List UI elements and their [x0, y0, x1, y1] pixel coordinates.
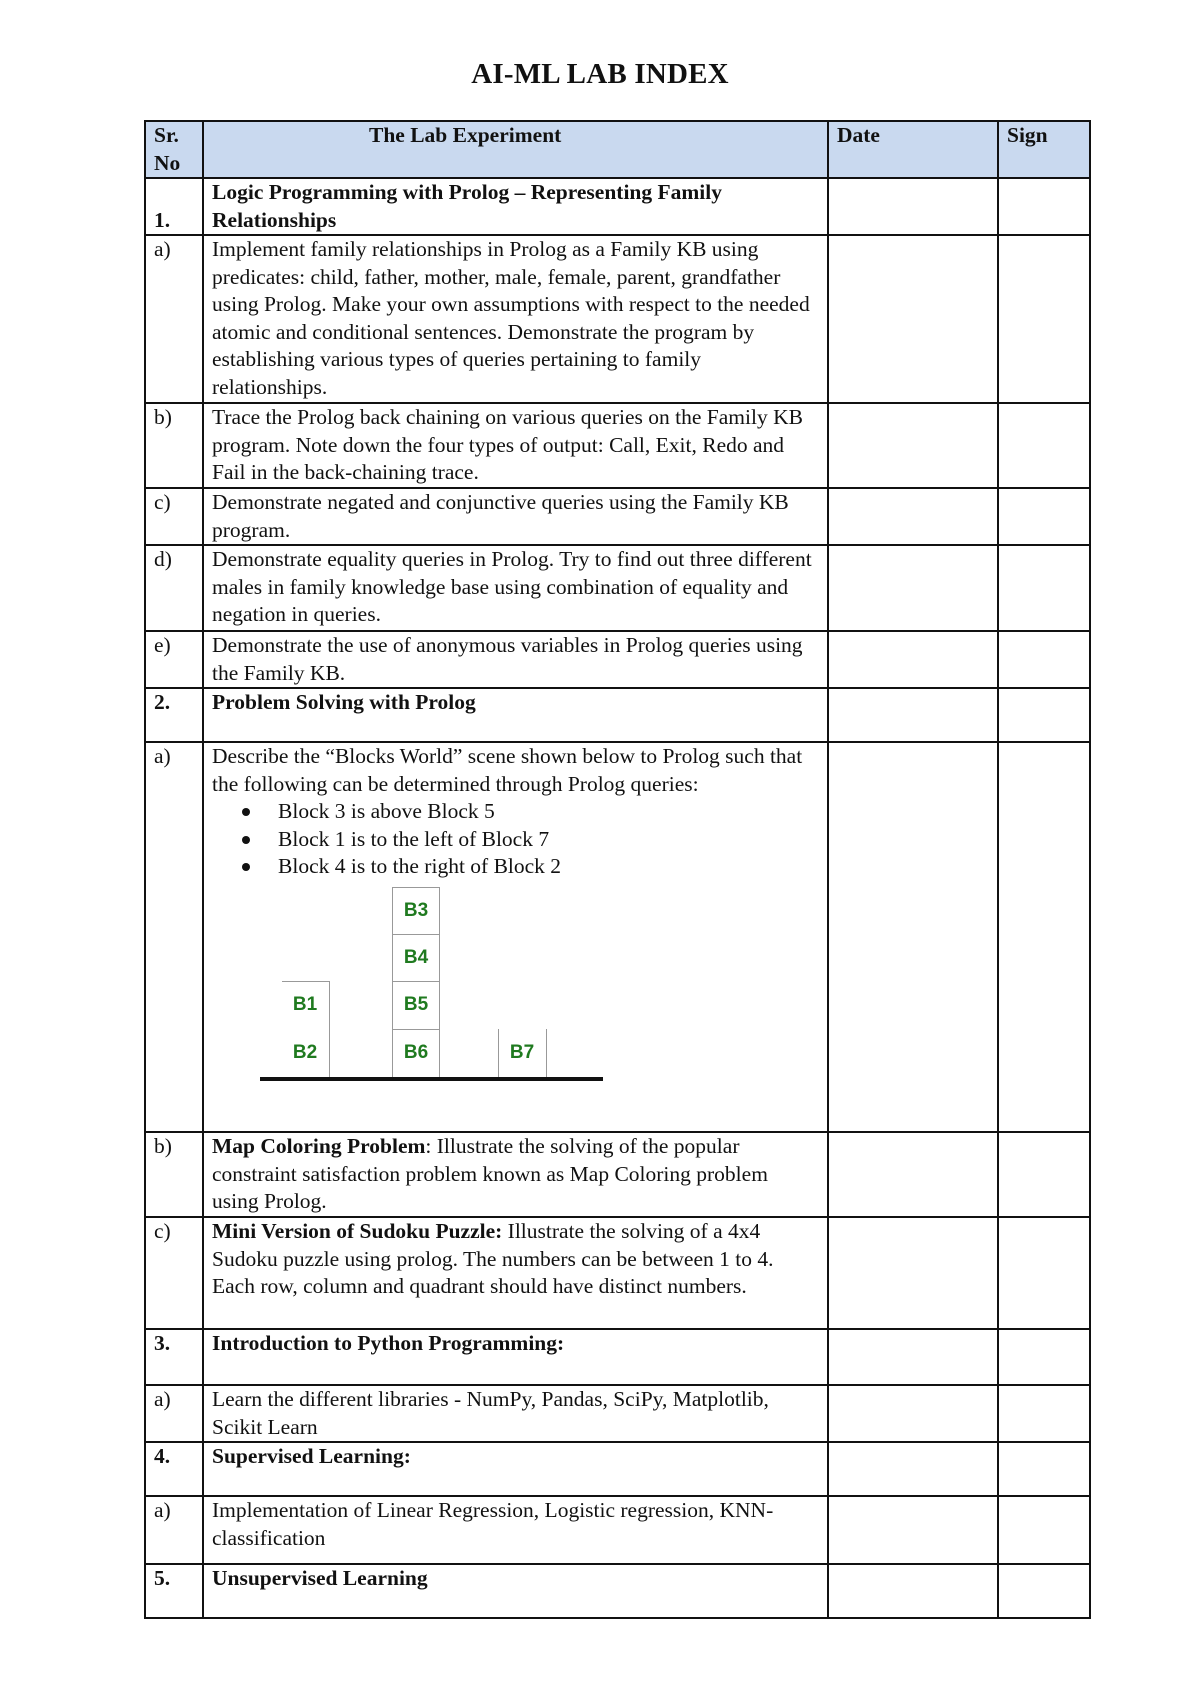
table-row	[145, 488, 1090, 545]
row-number: 5.	[145, 1564, 203, 1618]
date-cell	[828, 1329, 998, 1385]
date-cell	[828, 742, 998, 1132]
table-row	[145, 178, 1090, 235]
table-row	[145, 1329, 1090, 1385]
row-number: 3.	[145, 1329, 203, 1385]
row-number: a)	[145, 235, 203, 403]
experiment-text: Describe the “Blocks World” scene shown below to Prolog such that the following can be determined through Prolog queries:	[212, 744, 803, 796]
experiment-text: Demonstrate negated and conjunctive queries using the Family KB program.	[203, 488, 828, 545]
header-date: Date	[828, 121, 998, 178]
sign-cell	[998, 1442, 1090, 1496]
date-cell	[828, 488, 998, 545]
experiment-title: Map Coloring Problem	[212, 1134, 426, 1158]
section-title: Problem Solving with Prolog	[203, 688, 828, 742]
sign-cell	[998, 488, 1090, 545]
experiment-text: Learn the different libraries - NumPy, Pandas, SciPy, Matplotlib, Scikit Learn	[203, 1385, 828, 1442]
sign-cell	[998, 545, 1090, 631]
table-row	[145, 403, 1090, 488]
row-number: e)	[145, 631, 203, 688]
experiment-text: Implementation of Linear Regression, Logistic regression, KNN- classification	[203, 1496, 828, 1564]
sign-cell	[998, 178, 1090, 235]
sign-cell	[998, 235, 1090, 403]
row-number: c)	[145, 1217, 203, 1329]
table-header-row	[145, 121, 1090, 178]
experiment-description: Illustrate the solving of a 4x4 Sudoku puzzle using prolog. The numbers can be between 1 to 4. Each row, column and quadrant should have distinct numbers.	[212, 1219, 774, 1298]
experiment-title: Mini Version of Sudoku Puzzle:	[212, 1219, 503, 1243]
table-row	[145, 631, 1090, 688]
block-b7: B7	[509, 1041, 535, 1063]
experiment-cell	[203, 742, 828, 1132]
date-cell	[828, 545, 998, 631]
row-number: 4.	[145, 1442, 203, 1496]
sign-cell	[998, 1217, 1090, 1329]
block-b3: B3	[403, 899, 429, 921]
sign-cell	[998, 742, 1090, 1132]
date-cell	[828, 178, 998, 235]
page-title: AI-ML LAB INDEX	[471, 58, 729, 90]
sign-cell	[998, 1329, 1090, 1385]
table-row	[145, 545, 1090, 631]
date-cell	[828, 235, 998, 403]
section-title: Supervised Learning:	[203, 1442, 828, 1496]
date-cell	[828, 631, 998, 688]
section-title: Unsupervised Learning	[203, 1564, 828, 1618]
block-b1: B1	[292, 993, 318, 1015]
table-row	[145, 688, 1090, 742]
sign-cell	[998, 631, 1090, 688]
row-number: 2.	[145, 688, 203, 742]
date-cell	[828, 1496, 998, 1564]
table-row	[145, 1217, 1090, 1329]
date-cell	[828, 688, 998, 742]
date-cell	[828, 1217, 998, 1329]
row-number: a)	[145, 742, 203, 1132]
sign-cell	[998, 403, 1090, 488]
list-item: Block 3 is above Block 5	[278, 798, 819, 826]
section-title: Logic Programming with Prolog – Representing Family Relationships	[203, 178, 828, 235]
date-cell	[828, 1132, 998, 1217]
ground-line	[260, 1077, 603, 1081]
blocks-world-diagram	[212, 887, 772, 1092]
sign-cell	[998, 1496, 1090, 1564]
row-number: a)	[145, 1385, 203, 1442]
block-b4: B4	[403, 946, 429, 968]
experiment-text: Demonstrate equality queries in Prolog. Try to find out three different males in family knowledge base using combination of equality and negation in queries.	[203, 545, 828, 631]
list-item: Block 1 is to the left of Block 7	[278, 826, 819, 854]
section-title: Introduction to Python Programming:	[203, 1329, 828, 1385]
sign-cell	[998, 1132, 1090, 1217]
experiment-text: Implement family relationships in Prolog as a Family KB using predicates: child, father, mother, male, female, parent, grandfather using Prolog. Make your own assumptions with respect to the needed atomic and conditional sentences. Demonstrate the program by establishing various types of queries pertaining to family relationships.	[203, 235, 828, 403]
experiment-text: Trace the Prolog back chaining on various queries on the Family KB program. Note down the four types of output: Call, Exit, Redo and Fail in the back-chaining trace.	[203, 403, 828, 488]
row-number: 1.	[145, 178, 203, 235]
header-sign: Sign	[998, 121, 1090, 178]
header-lab-experiment: The Lab Experiment	[203, 121, 828, 178]
row-number: c)	[145, 488, 203, 545]
table-row	[145, 742, 1090, 1132]
table-row	[145, 235, 1090, 403]
date-cell	[828, 403, 998, 488]
table-row	[145, 1564, 1090, 1618]
row-number: a)	[145, 1496, 203, 1564]
table-row	[145, 1442, 1090, 1496]
row-number: d)	[145, 545, 203, 631]
condition-list	[212, 798, 819, 881]
date-cell	[828, 1564, 998, 1618]
experiment-text	[203, 1132, 828, 1217]
table-row	[145, 1496, 1090, 1564]
experiment-text: Demonstrate the use of anonymous variables in Prolog queries using the Family KB.	[203, 631, 828, 688]
row-number: b)	[145, 403, 203, 488]
table-row	[145, 1385, 1090, 1442]
lab-index-table	[144, 120, 1091, 1619]
date-cell	[828, 1385, 998, 1442]
block-b2: B2	[292, 1041, 318, 1063]
block-b6: B6	[403, 1041, 429, 1063]
experiment-text	[203, 1217, 828, 1329]
row-number: b)	[145, 1132, 203, 1217]
sign-cell	[998, 1564, 1090, 1618]
list-item: Block 4 is to the right of Block 2	[278, 853, 819, 881]
sign-cell	[998, 688, 1090, 742]
experiment-description: : Illustrate the solving of the popular constraint satisfaction problem known as Map Coloring problem using Prolog.	[212, 1134, 768, 1213]
date-cell	[828, 1442, 998, 1496]
sign-cell	[998, 1385, 1090, 1442]
block-b5: B5	[403, 993, 429, 1015]
header-sr-no: Sr. No	[145, 121, 203, 178]
table-row	[145, 1132, 1090, 1217]
